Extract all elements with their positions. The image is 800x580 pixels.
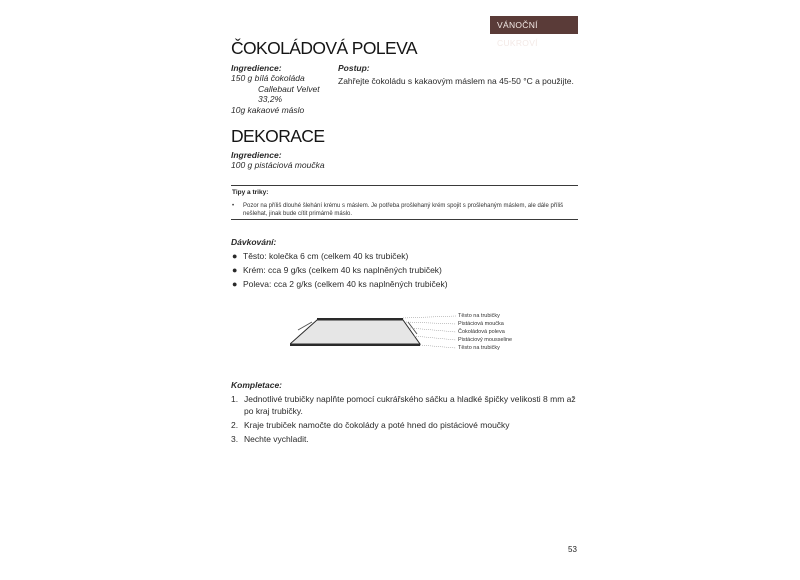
assembly-step: Nechte vychladit. — [244, 434, 309, 444]
ingredients-list — [231, 160, 325, 171]
bullet: ● — [232, 251, 238, 261]
tips-text — [232, 202, 577, 218]
diagram-label: Pistáciový mousseline — [458, 337, 513, 343]
dosing-heading: Dávkování: — [231, 237, 277, 247]
assembly-step: Kraje trubiček namočte do čokolády a poté hned do pistáciové moučky — [244, 420, 510, 430]
page-number: 53 — [568, 545, 577, 554]
dosing-list — [231, 249, 581, 291]
diagram-label: Těsto na trubičky — [458, 345, 500, 351]
bullet: ● — [232, 279, 238, 289]
procedure-text: Zahřejte čokoládu s kakaovým máslem na 45-50 °C a použijte. — [338, 76, 574, 86]
bullet: ● — [232, 265, 238, 275]
category-tag: VÁNOČNÍ CUKROVÍ — [490, 16, 578, 34]
ingredient-line: 10g kakaové máslo — [231, 104, 305, 115]
dosing-item: Poleva: cca 2 g/ks (celkem 40 ks naplněných trubiček) — [243, 279, 448, 289]
ingredient-line: 100 g pistáciová moučka — [231, 160, 325, 170]
assembly-list — [231, 393, 581, 447]
diagram-label: Pistáciová moučka — [458, 321, 504, 327]
leader-line — [403, 316, 456, 318]
tips-heading: Tipy a triky: — [232, 189, 269, 196]
diagram-label: Čokoládová poleva — [458, 329, 505, 335]
ingredient-line: 33,2% — [258, 94, 283, 104]
ingredient-line: 150 g bílá čokoláda — [231, 73, 305, 83]
tips-paragraph: Pozor na příliš dlouhé šlehání krému s máslem. Je potřeba prošlehaný krém spojit s prošlehaným máslem, ale dále příliš nešlehat, jinak bude cítit primárně máslo. — [243, 203, 564, 217]
procedure-heading: Postup: — [338, 63, 370, 73]
list-item — [231, 419, 581, 431]
leader-line — [410, 328, 456, 332]
assembly-step: Jednotlivé trubičky naplňte pomocí cukrářského sáčku a hladké špičky velikosti 8 mm až po kraj trubičky. — [244, 394, 576, 416]
leader-line — [414, 336, 456, 340]
tips-box — [231, 185, 578, 220]
leader-line — [420, 345, 456, 348]
leader-line — [406, 322, 456, 324]
ingredients-heading: Ingredience: — [231, 63, 282, 73]
item-number: 1. — [231, 394, 239, 404]
diagram-label: Těsto na trubičky — [458, 313, 500, 319]
assembly-heading: Kompletace: — [231, 380, 283, 390]
list-item — [231, 263, 581, 277]
item-number: 2. — [231, 420, 239, 430]
list-item — [231, 393, 581, 417]
item-number: 3. — [231, 434, 239, 444]
section-title-decoration: DEKORACE — [231, 126, 325, 146]
ingredient-line: Callebaut Velvet — [258, 83, 320, 94]
dosing-item: Těsto: kolečka 6 cm (celkem 40 ks trubiček) — [243, 251, 409, 261]
dosing-item: Krém: cca 9 g/ks (celkem 40 ks naplněných trubiček) — [243, 265, 442, 275]
list-item — [231, 433, 581, 445]
layer-diagram — [290, 310, 530, 358]
ingredients-list — [231, 73, 320, 115]
ingredients-heading: Ingredience: — [231, 150, 282, 160]
list-item — [231, 249, 581, 263]
bullet: • — [232, 203, 235, 209]
section-title-chocolate-glaze: ČOKOLÁDOVÁ POLEVA — [231, 38, 417, 58]
list-item — [231, 277, 581, 291]
